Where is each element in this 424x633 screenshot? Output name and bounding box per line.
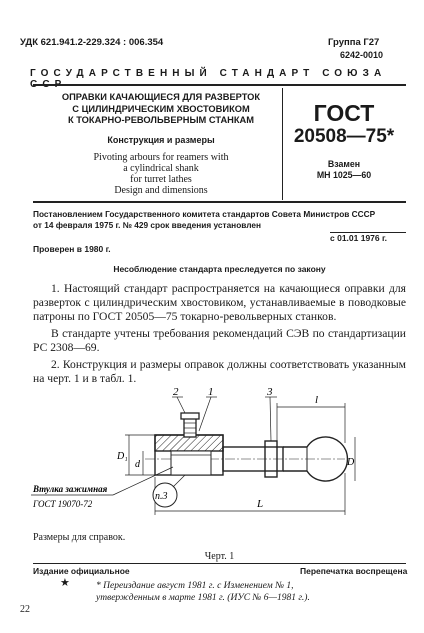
replaces-value: МН 1025—60	[316, 170, 372, 180]
arbour-drawing	[25, 383, 370, 523]
drawing-caption: Черт. 1	[204, 551, 235, 562]
dim-D1: D₁	[117, 451, 128, 462]
standard-banner: ГОСУДАРСТВЕННЫЙ СТАНДАРТ СОЮЗА ССР	[30, 68, 387, 90]
gost-number: 20508—75*	[293, 126, 395, 147]
decree-line-2: от 14 февраля 1975 г. № 429 срок введения установлен	[33, 220, 262, 230]
title-en	[50, 152, 272, 196]
page-number: 22	[20, 604, 30, 615]
reference-note: Размеры для справок.	[33, 532, 126, 543]
dim-D: D	[347, 457, 355, 468]
label-3: 3	[267, 386, 273, 398]
arbour-body	[155, 435, 347, 481]
title-ru-line-3: К ТОКАРНО-РЕВОЛЬВЕРНЫМ СТАНКАМ	[67, 115, 255, 125]
sleeve-label: Втулка зажимная	[33, 484, 108, 494]
sleeve-gost: ГОСТ 19070-72	[33, 499, 93, 509]
label-1: 1	[208, 386, 214, 398]
dim-l: l	[315, 394, 319, 406]
callout-p3: п.3	[155, 491, 168, 502]
decree-date: с 01.01 1976 г.	[330, 233, 388, 243]
reissue-note-line-2: утвержденным в марте 1981 г. (ИУС № 6—1981 г.).	[96, 593, 310, 603]
star-mark: ★	[60, 577, 70, 589]
title-en-line-4: Design and dimensions	[114, 185, 208, 196]
title-en-line-3: for turret lathes	[130, 174, 192, 185]
group-code: Группа Г27	[328, 37, 380, 48]
date-rule	[330, 232, 406, 233]
reprint-prohibited: Перепечатка воспрещена	[300, 566, 408, 576]
dim-L: L	[257, 498, 264, 510]
banner-rule	[33, 84, 406, 86]
title-ru-subtitle: Конструкция и размеры	[107, 135, 215, 145]
decree-text	[33, 209, 413, 231]
legal-warning: Несоблюдение стандарта преследуется по закону	[113, 264, 326, 274]
reissue-note-line-1: * Переиздание август 1981 г. с Изменением № 1,	[96, 581, 294, 591]
paragraph-1: 1. Настоящий стандарт распространяется на качающиеся оправки для разверток с цилиндрическим хвостовиком, устанавливаемые в поводковые патроны по ГОСТ 20505—75 токарно-револьверных станков.	[33, 282, 406, 323]
title-ru-line-1: ОПРАВКИ КАЧАЮЩИЕСЯ ДЛЯ РАЗВЕРТОК	[61, 92, 261, 102]
title-en-line-1: Pivoting arbours for reamers with	[93, 152, 229, 163]
title-ru-line-2: С ЦИЛИНДРИЧЕСКИМ ХВОСТОВИКОМ	[72, 103, 250, 114]
title-bottom-rule	[33, 201, 406, 203]
official-edition: Издание официальное	[33, 566, 130, 576]
body-text	[33, 282, 406, 386]
decree-line-1: Постановлением Государственного комитета стандартов Совета Министров СССР	[33, 209, 376, 219]
dim-d: d	[135, 459, 140, 470]
label-2: 2	[173, 386, 179, 398]
classification-code: 6242-0010	[340, 50, 384, 60]
title-ru	[50, 92, 272, 127]
footer-rule	[33, 563, 406, 564]
title-en-line-2: a cylindrical shank	[123, 163, 199, 174]
reissue-note	[96, 580, 310, 604]
checked-year: Проверен в 1980 г.	[33, 244, 111, 254]
paragraph-1b: В стандарте учтены требования рекомендаций СЭВ по стандартизации РС 2308—69.	[33, 327, 406, 354]
paragraph-2: 2. Конструкция и размеры оправок должны соответствовать указанным на черт. 1 и в табл. 1.	[33, 358, 406, 385]
pin-and-screw	[181, 413, 199, 437]
gost-label: ГОСТ	[313, 100, 375, 126]
replaces-label: Взамен	[327, 159, 361, 169]
udc-code: УДК 621.941.2-229.324 : 006.354	[20, 37, 164, 48]
